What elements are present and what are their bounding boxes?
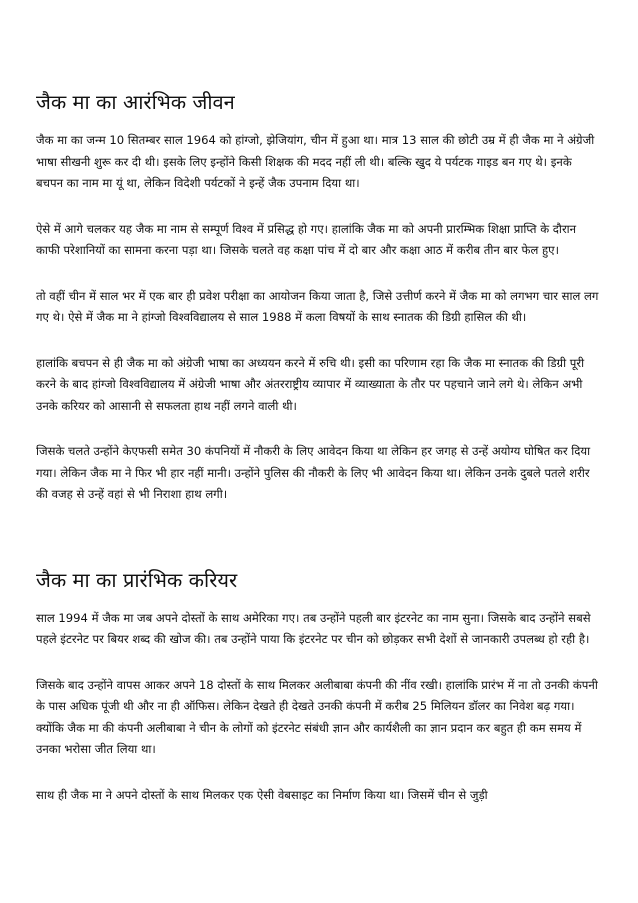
paragraph: तो वहीं चीन में साल भर में एक बार ही प्रवेश परीक्षा का आयोजन किया जाता है, जिसे उत्तीर्ण करने में जैक मा को लगभग चार साल लग गए थे। ऐसे में जैक मा ने हांग्जो विश्वविद्यालय से साल 1988 में कला विषयों के साथ स्नातक की डिग्री हासिल की थी। <box>36 288 599 324</box>
paragraph: हालांकि बचपन से ही जैक मा को अंग्रेजी भाषा का अध्ययन करने में रुचि थी। इसी का परिणाम रहा कि जैक मा स्नातक की डिग्री पूरी करने के बाद हांग्जो विश्वविद्यालय में अंग्रेजी भाषा और अंतरराष्ट्रीय व्यापार में व्याख्याता के तौर पर पहचाने जाने लगे थे। लेकिन अभी उनके करियर को आसानी से सफलता हाथ नहीं लगने वाली थी। <box>36 355 585 413</box>
paragraph: साल 1994 में जैक मा जब अपने दोस्तों के साथ अमेरिका गए। तब उन्होंने पहली बार इंटरनेट का नाम सुना। जिसके बाद उन्होंने सबसे पहले इंटरनेट पर बियर शब्द की खोज की। तब उन्होंने पाया कि इंटरनेट पर चीन को छोड़कर सभी देशों से जानकारी उपलब्ध हो रही है। <box>36 610 591 646</box>
paragraph: ऐसे में आगे चलकर यह जैक मा नाम से सम्पूर्ण विश्व में प्रसिद्ध हो गए। हालांकि जैक मा को अपनी प्रारम्भिक शिक्षा प्राप्ति के दौरान काफी परेशानियों का सामना करना पड़ा था। जिसके चलते वह कक्षा पांच में दो बार और कक्षा आठ में करीब तीन बार फेल हुए। <box>36 221 577 257</box>
paragraph: जिसके बाद उन्होंने वापस आकर अपने 18 दोस्तों के साथ मिलकर अलीबाबा कंपनी की नींव रखी। हालांकि प्रारंभ में ना तो उनकी कंपनी के पास अधिक पूंजी थी और ना ही ऑफिस। लेकिन देखते ही देखते उनकी कंपनी में करीब 25 मिलियन डॉलर का निवेश बढ़ गया। क्योंकि जैक मा की कंपनी अलीबाबा ने चीन के लोगों को इंटरनेट संबंधी ज्ञान और कार्यशैली का ज्ञान प्रदान कर बहुत ही कम समय में उनका भरोसा जीत लिया था। <box>36 677 598 756</box>
paragraph: साथ ही जैक मा ने अपने दोस्तों के साथ मिलकर एक ऐसी वेबसाइट का निर्माण किया था। जिसमें चीन से जुड़ी <box>36 787 488 802</box>
section-heading-early-career: जैक मा का प्रारंभिक करियर <box>36 567 238 592</box>
paragraph: जिसके चलते उन्होंने केएफसी समेत 30 कंपनियों में नौकरी के लिए आवेदन किया था लेकिन हर जगह से उन्हें अयोग्य घोषित कर दिया गया। लेकिन जैक मा ने फिर भी हार नहीं मानी। उन्होंने पुलिस की नौकरी के लिए भी आवेदन किया था। लेकिन उनके दुबले पतले शरीर की वजह से उन्हें वहां से भी निराशा हाथ लगी। <box>36 444 591 501</box>
paragraph: जैक मा का जन्म 10 सितम्बर साल 1964 को हांग्जो, झेजियांग, चीन में हुआ था। मात्र 13 साल की छोटी उम्र में ही जैक मा ने अंग्रेजी भाषा सीखनी शुरू कर दी थी। इसके लिए इन्होंने किसी शिक्षक की मदद नहीं ली थी। बल्कि खुद ये पर्यटक गाइड बन गए थे। इनके बचपन का नाम मा यूं था, लेकिन विदेशी पर्यटकों ने इन्हें जैक उपनाम दिया था। <box>36 133 595 190</box>
section-heading-early-life: जैक मा का आरंभिक जीवन <box>36 90 235 114</box>
